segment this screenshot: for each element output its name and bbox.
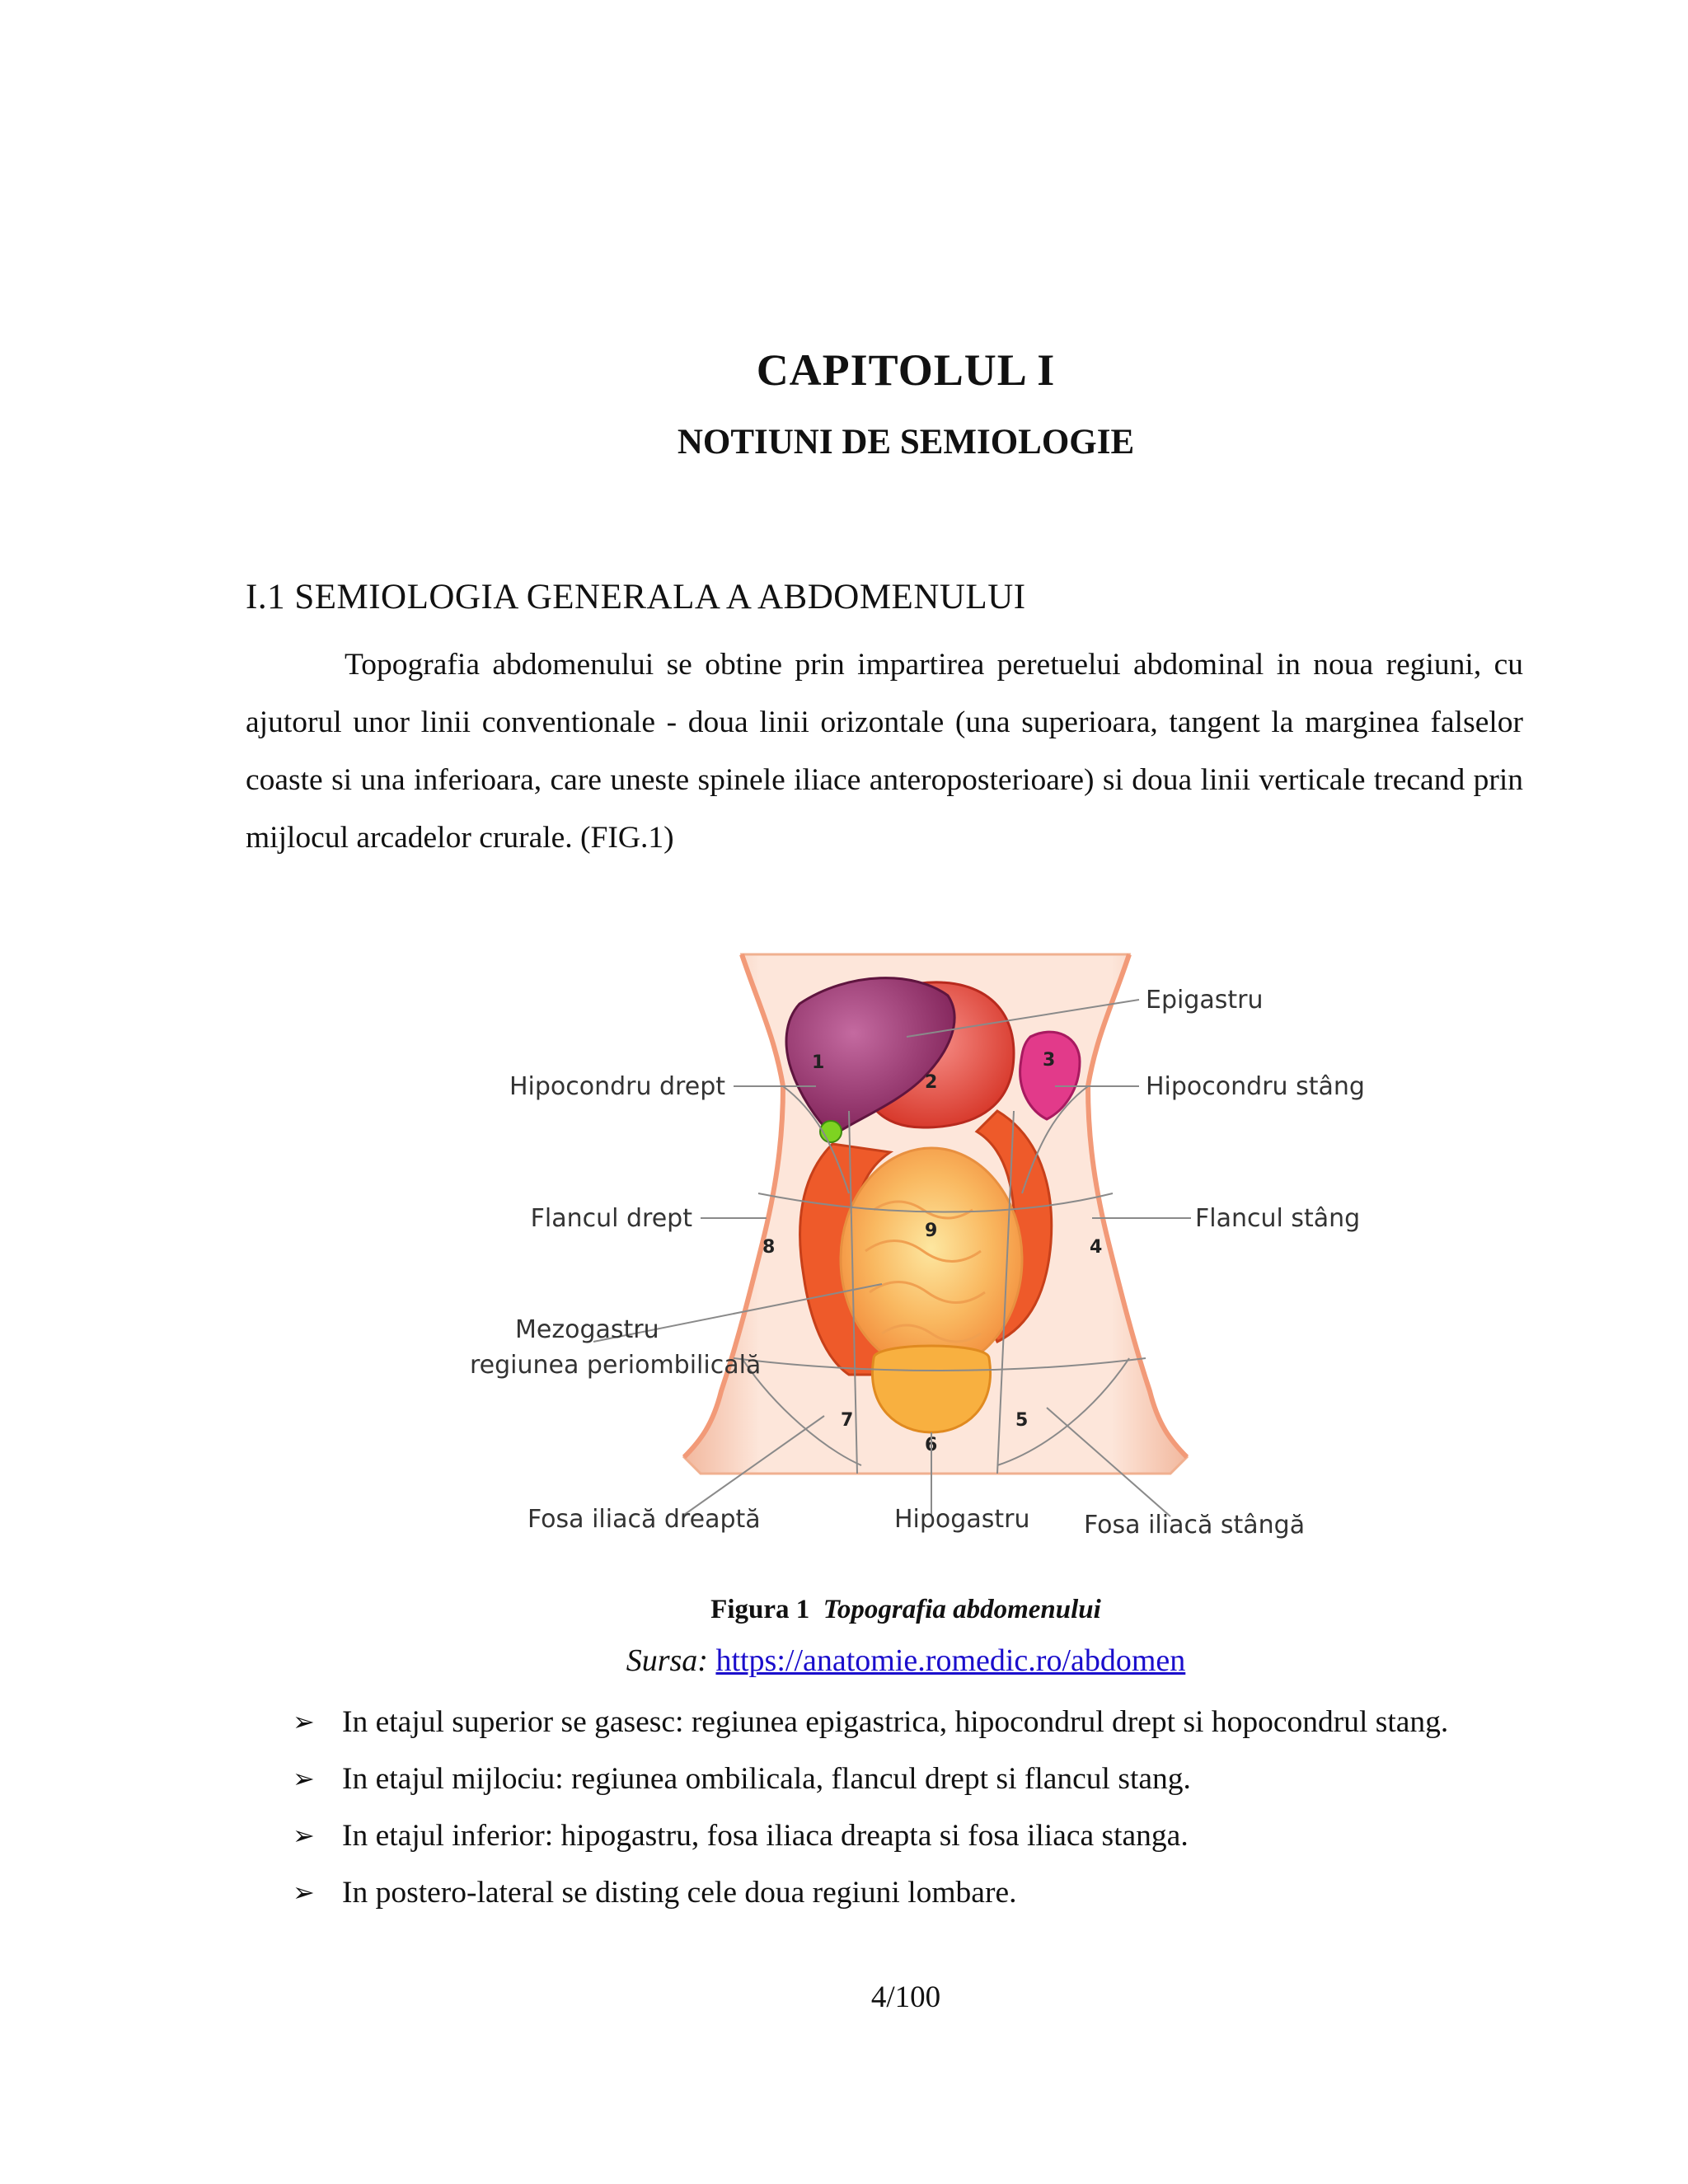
region-number-8: 8 [762, 1237, 776, 1258]
region-number-4: 4 [1090, 1237, 1103, 1258]
small-intestine [841, 1148, 1022, 1371]
label-periombilicala: regiunea periombilicală [470, 1351, 762, 1380]
figure-source [0, 1643, 1688, 1679]
region-number-3: 3 [1043, 1050, 1056, 1071]
list-item: ➢ In postero-lateral se disting cele doua regiuni lombare. [293, 1864, 1448, 1921]
region-number-5: 5 [1015, 1410, 1029, 1431]
label-fosa-iliaca-dreapta: Fosa iliacă dreaptă [528, 1505, 761, 1534]
source-label: Sursa: [626, 1643, 708, 1678]
label-hipogastru: Hipogastru [894, 1505, 1030, 1534]
list-item: ➢ In etajul superior se gasesc: regiunea epigastrica, hipocondrul drept si hopocondrul stang. [293, 1694, 1448, 1750]
page-number: 4/100 [870, 1980, 941, 2014]
arrow-bullet-icon: ➢ [293, 1763, 315, 1794]
region-number-9: 9 [925, 1221, 938, 1241]
label-flancul-drept: Flancul drept [530, 1204, 692, 1233]
list-item: ➢ In etajul mijlociu: regiunea ombilicala, flancul drept si flancul stang. [293, 1750, 1448, 1807]
label-fosa-iliaca-stanga: Fosa iliacă stângă [1084, 1511, 1306, 1540]
label-mezogastru: Mezogastru [515, 1315, 659, 1344]
list-item: ➢ In etajul inferior: hipogastru, fosa iliaca dreapta si fosa iliaca stanga. [293, 1807, 1448, 1864]
abdomen-topography-figure [387, 946, 1401, 1556]
section-heading: I.1 SEMIOLOGIA GENERALA A ABDOMENULUI [246, 578, 1026, 616]
label-hipocondru-stang: Hipocondru stâng [1146, 1072, 1365, 1101]
source-link[interactable]: https://anatomie.romedic.ro/abdomen [715, 1643, 1186, 1678]
region-number-6: 6 [925, 1435, 938, 1455]
abdomen-illustration [387, 946, 1401, 1556]
figure-caption [0, 1595, 1688, 1625]
caption-name: Topografia abdomenului [823, 1595, 1101, 1624]
caption-prefix: Figura 1 [710, 1595, 810, 1624]
bullet-list [293, 1694, 1448, 1921]
chapter-title: CAPITOLUL I [756, 345, 1056, 395]
region-number-1: 1 [812, 1052, 825, 1073]
label-hipocondru-drept: Hipocondru drept [509, 1072, 725, 1101]
arrow-bullet-icon: ➢ [293, 1820, 315, 1851]
region-number-7: 7 [841, 1410, 854, 1431]
arrow-bullet-icon: ➢ [293, 1706, 315, 1737]
arrow-bullet-icon: ➢ [293, 1877, 315, 1908]
label-epigastru: Epigastru [1146, 986, 1264, 1015]
chapter-subtitle: NOTIUNI DE SEMIOLOGIE [677, 423, 1135, 462]
region-number-2: 2 [925, 1072, 938, 1093]
section-paragraph: Topografia abdomenului se obtine prin impartirea peretuelui abdominal in noua regiuni, cu ajutorul unor linii conventionale - doua linii orizontale (una superioara, tangent la marginea falselor coaste si una inferioara, care uneste spinele iliace anteroposterioare) si doua linii verticale trecand prin mijlocul arcadelor crurale. (FIG.1) [246, 648, 1523, 855]
label-flancul-stang: Flancul stâng [1195, 1204, 1361, 1233]
